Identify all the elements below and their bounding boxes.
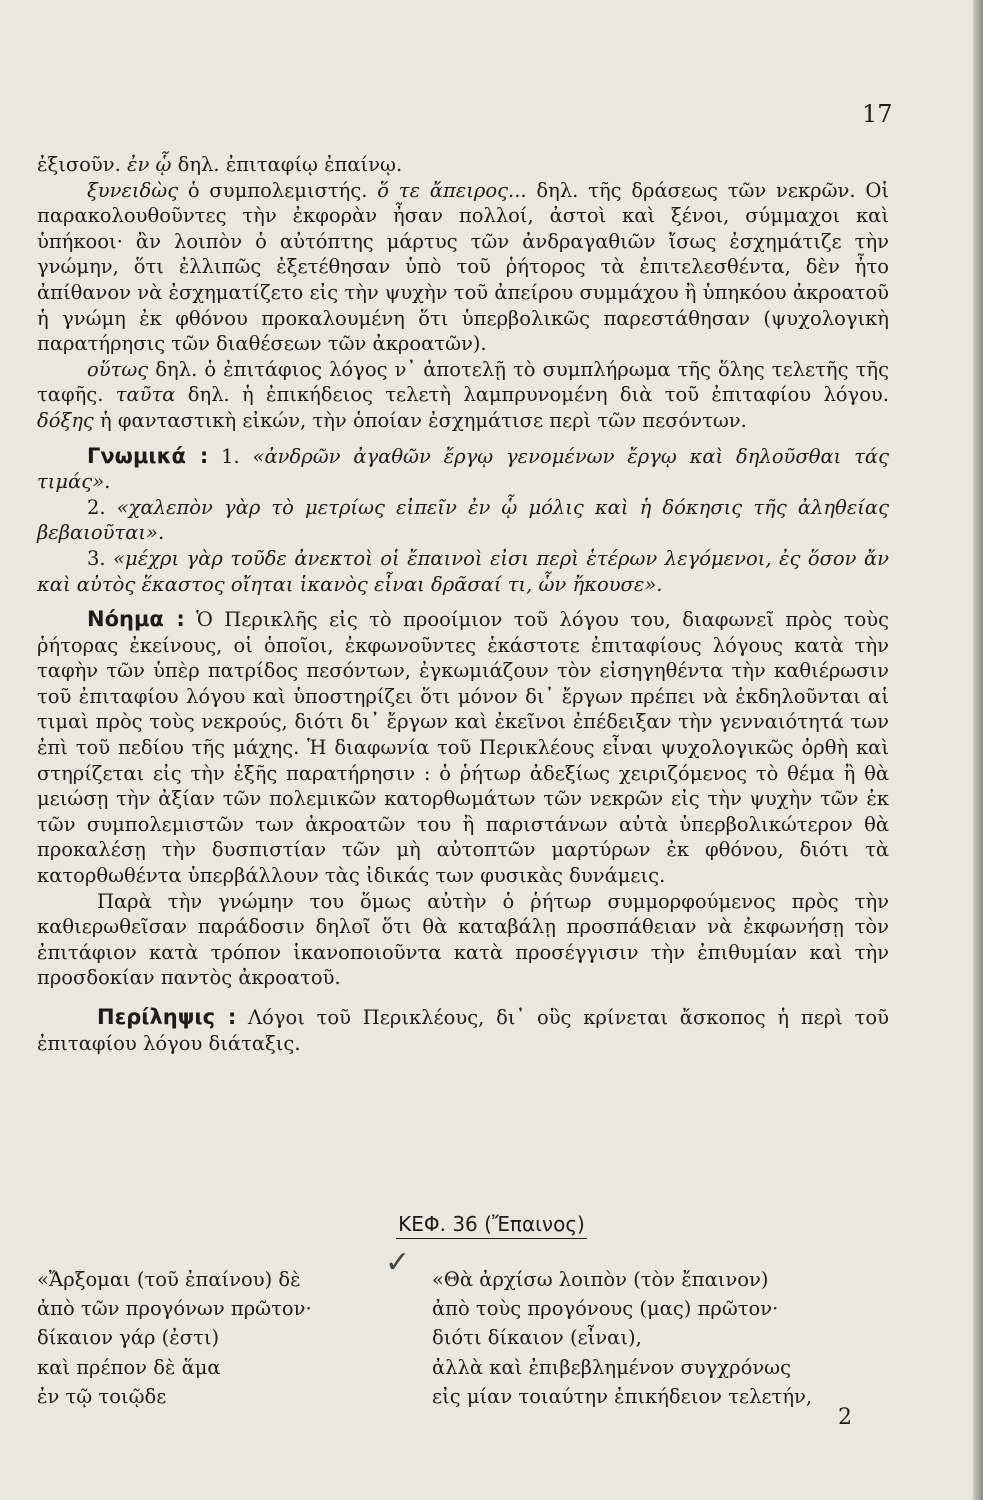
main-text (37, 152, 889, 1056)
commentary-text: ἡ φανταστικὴ εἰκών, τὴν ὁποίαν ἐσχημάτισε περὶ τῶν πεσόντων. (93, 408, 747, 432)
gnomika-number: 2. (87, 495, 106, 519)
noima-heading: Νόημα : (87, 607, 185, 632)
commentary-text: ὁ συμπολεμιστής. (178, 178, 378, 202)
chapter-title (0, 1212, 983, 1236)
gnomika-quote: «μέχρι γὰρ τοῦδε ἀνεκτοὶ οἱ ἔπαινοὶ εἰσι περὶ ἑτέρων λεγόμενοι, ἐς ὅσον ἄν καὶ αὐτὸς ἕκαστος οἴηται ἱκανὸς εἶναι δρᾶσαί τι, ὧν ἤκουσε». (37, 546, 890, 596)
gnomika-number: 1. (221, 444, 240, 468)
commentary-lemma: ξυνειδὼς (87, 178, 179, 202)
commentary-paragraph (37, 152, 889, 178)
check-mark-icon: ✓ (385, 1245, 411, 1280)
commentary-lemma: ὅ τε ἄπειρος... (377, 178, 527, 202)
perilipsis-text: Λόγοι τοῦ Περικλέους, δι᾿ οὓς κρίνεται ἄσκοπος ἡ περὶ τοῦ ἐπιταφίου λόγου διάταξις. (37, 1006, 890, 1055)
commentary-text: δηλ. ἡ ἐπικήδειος τελετὴ λαμπρυνομένη διὰ τοῦ ἐπιταφίου λόγου. (175, 383, 889, 407)
commentary-text: δηλ. ὁ ἐπιτάφιος λόγος ν᾿ ἀποτελῇ τὸ συμπλήρωμα τῆς ὅλης τελετῆς τῆς ταφῆς. (37, 357, 889, 407)
translation-line: διότι δίκαιον (εἶναι), (432, 1326, 642, 1350)
original-text-column (37, 1265, 417, 1411)
gnomika-quote: «χαλεπὸν γὰρ τὸ μετρίως εἰπεῖν ἐν ᾧ μόλις καὶ ἡ δόκησις τῆς ἀληθείας βεβαιοῦται». (37, 495, 889, 545)
gnomika-section (37, 444, 889, 495)
original-line: «Ἄρξομαι (τοῦ ἐπαίνου) δὲ (37, 1268, 301, 1291)
original-line: δίκαιον γάρ (ἐστι) (37, 1326, 220, 1350)
commentary-text: δηλ. ἐπιταφίῳ ἐπαίνῳ. (171, 153, 403, 176)
translation-column (432, 1265, 852, 1411)
gnomika-quote: «ἀνδρῶν ἀγαθῶν ἔργῳ γενομένων ἔργῳ καὶ δηλοῦσθαι τάς τιμάς». (37, 444, 889, 494)
commentary-lemma: ταῦτα (115, 383, 176, 407)
gnomika-item (37, 495, 889, 546)
noima-text: Ὁ Περικλῆς εἰς τὸ προοίμιον τοῦ λόγου του, διαφωνεῖ πρὸς τοὺς ῥήτορας ἐκείνους, οἱ ὁποῖοι, ἐκφωνοῦντες ἑκάστοτε ἐπιταφίους λόγους κατὰ τὴν ταφὴν τῶν ὑπὲρ πατρίδος πεσόντων, ἐγκωμιάζουν τὸν εἰσηγηθέντα τὴν καθιέρωσιν τοῦ ἐπιταφίου λόγου καὶ ὑποστηρίζει ὅτι μόνον δι᾿ ἔργων πρέπει νὰ ἐκδηλοῦνται αἱ τιμαὶ πρὸς τοὺς νεκρούς, διότι δι᾿ ἔργων καὶ ἐκεῖνοι ἐπέδειξαν τὴν γενναιότητά των ἐπὶ τοῦ πεδίου τῆς μάχης. Ἡ διαφωνία τοῦ Περικλέους εἶναι ψυχολογικῶς ὀρθὴ καὶ στηρίζεται εἰς τὴν ἑξῆς παρατήρησιν : ὁ ῥήτωρ ἀδεξίως χειριζόμενος τὸ θέμα ἢ θὰ μειώσῃ τὴν ἀξίαν τῶν πολεμικῶν κατορθωμάτων τῶν νεκρῶν εἰς τὴν ψυχὴν τῶν ἐκ τῶν συμπολεμιστῶν των ἀκροατῶν του ἢ παριστάνων αὐτὰ ὑπερβολικώτερον θὰ προκαλέσῃ τὴν δυσπιστίαν τῶν μὴ αὐτοπτῶν μαρτύρων ἐκ φθόνου, διότι τὰ κατορθωθέντα ὑπερβάλλουν τὰς ἰδικάς των φυσικὰς δυνάμεις. (37, 608, 890, 888)
commentary-text: δηλ. τῆς δράσεως τῶν νεκρῶν. Οἱ παρακολουθοῦντες τὴν ἐκφορὰν ἦσαν πολλοί, ἀστοὶ καὶ ξένοι, σύμμαχοι καὶ ὑπήκοοι· ἂν λοιπὸν ὁ αὐτόπτης μάρτυς τῶν ἀνδραγαθιῶν ἴσως ἐσχημάτιζε τὴν γνώμην, ὅτι ἐλλιπῶς ἐξετέθησαν ὑπὸ τοῦ ῥήτορος τὰ ἐπιτελεσθέντα, δὲν ἦτο ἀπίθανον νὰ ἐσχηματίζετο εἰς τὴν ψυχὴν τοῦ ἀπείρου συμμάχου ἢ ὑπηκόου ἀκροατοῦ ἡ γνώμη ἐκ φθόνου προκαλουμένη ὅτι ὑπερβολικῶς παρεστάθησαν (ψυχολογικὴ παρατήρησις τῶν διαθέσεων τῶν ἀκροατῶν). (37, 178, 889, 356)
original-line: ἐν τῷ τοιῷδε (37, 1384, 167, 1408)
perilipsis-section (37, 1005, 889, 1056)
commentary-paragraph (37, 178, 889, 357)
translation-line: ἀλλὰ καὶ ἐπιβεβλημένον συγχρόνως (432, 1355, 792, 1379)
chapter-title-text: ΚΕΦ. 36 (Ἔπαινος) (396, 1212, 587, 1239)
translation-line: εἰς μίαν τοιαύτην ἐπικήδειον τελετήν, (432, 1384, 813, 1408)
noima-paragraph (37, 889, 889, 991)
commentary-lemma: δόξης (37, 408, 94, 432)
commentary-text: ἐξισοῦν. (37, 153, 128, 176)
original-line: ἀπὸ τῶν προγόνων πρῶτον· (37, 1297, 312, 1321)
commentary-lemma: ἐν ᾧ (127, 153, 172, 176)
commentary-lemma: οὕτως (87, 357, 149, 381)
noima-text: Παρὰ τὴν γνώμην του ὅμως αὐτὴν ὁ ῥήτωρ συμμορφούμενος πρὸς τὴν καθιερωθεῖσαν παράδοσιν δηλοῖ ὅτι θὰ καταβάλῃ προσπάθειαν νὰ ἐκφωνήσῃ τὸν ἐπιτάφιον κατὰ τρόπον ἱκανοποιοῦντα κατὰ προσέγγισιν τὴν ἐπιθυμίαν καὶ τὴν προσδοκίαν παντὸς ἀκροατοῦ. (37, 889, 889, 990)
perilipsis-heading: Περίληψις : (97, 1005, 237, 1029)
gnomika-item (37, 546, 889, 597)
gnomika-number: 3. (87, 546, 106, 570)
translation-line: ἀπὸ τοὺς προγόνους (μας) πρῶτον· (432, 1297, 779, 1321)
page-number: 17 (862, 100, 893, 128)
page-edge-shadow (973, 0, 983, 1500)
translation-line: «Θὰ ἀρχίσω λοιπὸν (τὸν ἔπαινον) (432, 1268, 769, 1291)
original-line: καὶ πρέπον δὲ ἅμα (37, 1355, 221, 1379)
footer-number: 2 (838, 1405, 852, 1430)
commentary-paragraph (37, 357, 889, 434)
gnomika-heading: Γνωμικά : (87, 443, 209, 468)
noima-section (37, 607, 889, 889)
